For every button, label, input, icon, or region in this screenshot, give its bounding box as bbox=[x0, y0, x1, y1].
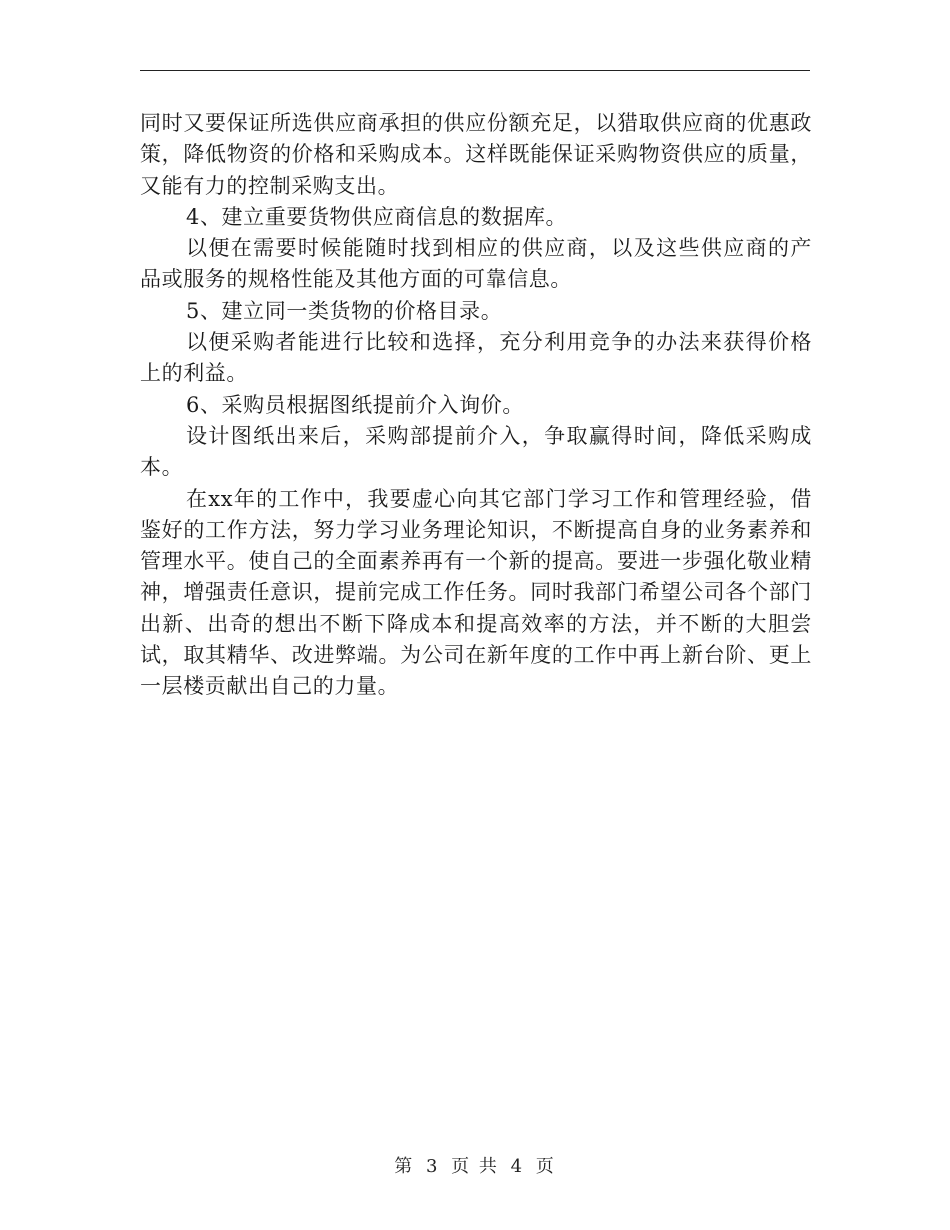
page-footer bbox=[0, 1152, 950, 1178]
footer-label-mid: 页 共 bbox=[451, 1156, 499, 1177]
paragraph-item-6-body: 设计图纸出来后，采购部提前介入，争取赢得时间，降低采购成本。 bbox=[140, 423, 812, 480]
footer-label-pre: 第 bbox=[394, 1156, 415, 1177]
paragraph-continuation: 同时又要保证所选供应商承担的供应份额充足，以猎取供应商的优惠政策，降低物资的价格和采购成本。这样既能保证采购物资供应的质量，又能有力的控制采购支出。 bbox=[140, 111, 812, 198]
document-body bbox=[140, 108, 812, 703]
paragraph-item-6-heading: 6、采购员根据图纸提前介入询价。 bbox=[186, 392, 524, 417]
paragraph-conclusion: 在xx年的工作中，我要虚心向其它部门学习工作和管理经验，借鉴好的工作方法，努力学习业务理论知识，不断提高自身的业务素养和管理水平。使自己的全面素养再有一个新的提高。要进一步强化敬业精神，增强责任意识，提前完成工作任务。同时我部门希望公司各个部门出新、出奇的想出不断下降成本和提高效率的方法，并不断的大胆尝试，取其精华、改进弊端。为公司在新年度的工作中再上新台阶、更上一层楼贡献出自己的力量。 bbox=[140, 486, 812, 699]
header-rule bbox=[140, 70, 810, 71]
footer-label-post: 页 bbox=[535, 1156, 556, 1177]
footer-total-pages: 4 bbox=[510, 1156, 525, 1177]
footer-page-number: 3 bbox=[425, 1156, 440, 1177]
paragraph-item-4-heading: 4、建立重要货物供应商信息的数据库。 bbox=[186, 204, 568, 229]
paragraph-item-5-heading: 5、建立同一类货物的价格目录。 bbox=[186, 298, 503, 323]
paragraph-item-5-body: 以便采购者能进行比较和选择，充分利用竞争的办法来获得价格上的利益。 bbox=[140, 330, 812, 386]
paragraph-item-4-body: 以便在需要时候能随时找到相应的供应商，以及这些供应商的产品或服务的规格性能及其他方面的可靠信息。 bbox=[140, 236, 812, 292]
